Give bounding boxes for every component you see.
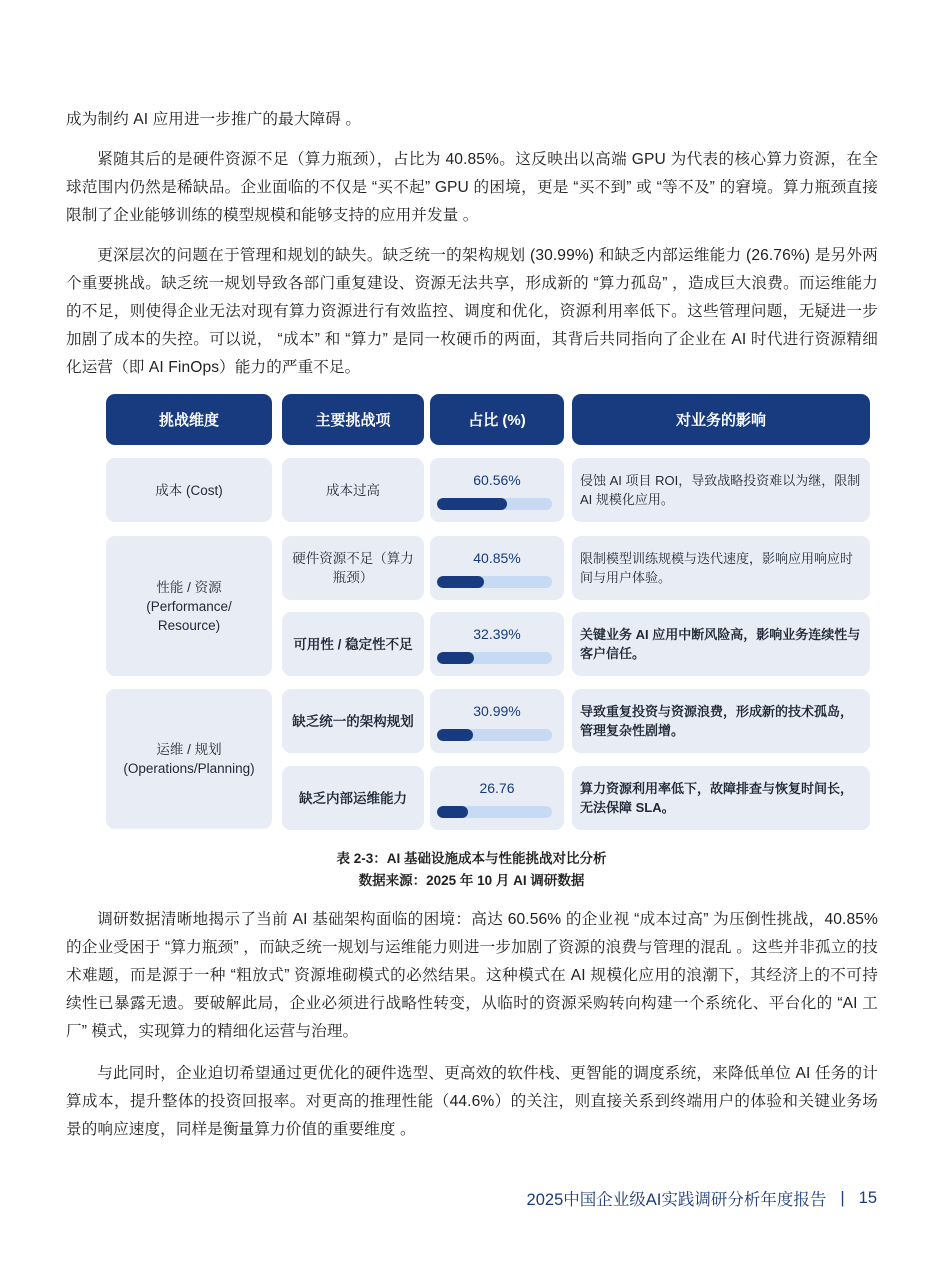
table-header-percent: 占比 (%) bbox=[430, 394, 564, 445]
item-cell: 缺乏统一的架构规划 bbox=[282, 689, 424, 753]
impact-cell: 导致重复投资与资源浪费，形成新的技术孤岛，管理复杂性剧增。 bbox=[572, 689, 870, 753]
percent-cell bbox=[430, 458, 564, 522]
percent-bar-track bbox=[437, 652, 552, 664]
footer-separator: | bbox=[840, 1188, 845, 1207]
item-cell: 缺乏内部运维能力 bbox=[282, 766, 424, 830]
impact-cell: 关键业务 AI 应用中断风险高，影响业务连续性与客户信任。 bbox=[572, 612, 870, 676]
paragraph-intro: 成为制约 AI 应用进一步推广的最大障碍 。 bbox=[66, 111, 362, 128]
page-footer bbox=[527, 1186, 877, 1210]
dimension-performance: 性能 / 资源 (Performance/ Resource) bbox=[106, 536, 272, 676]
percent-label: 26.76 bbox=[479, 780, 515, 796]
percent-cell bbox=[430, 689, 564, 753]
percent-label: 60.56% bbox=[473, 472, 521, 488]
table-caption: 表 2-3：AI 基础设施成本与性能挑战对比分析 bbox=[336, 851, 607, 866]
paragraph-analysis: 调研数据清晰地揭示了当前 AI 基础架构面临的困境：高达 60.56% 的企业视 “成本过高” 为压倒性挑战，40.85% 的企业受困于 “算力瓶颈” ，而缺乏统一规划与运维能力则进一步加剧了资源的浪费与管理的混乱 。这些并非孤立的技术难题，而是源于一种 “粗放式” 资源堆砌模式的必然结果。这种模式在 AI 规模化应用的浪潮下，其经济上的不可持续性已暴露无遗。要破解此局，企业必须进行战略性转变，从临时的资源采购转向构建一个系统化、平台化的 “AI 工厂” 模式，实现算力的精细化运营与治理。 bbox=[66, 911, 878, 1040]
paragraph-inference: 与此同时，企业迫切希望通过更优化的硬件选型、更高效的软件栈、更智能的调度系统，来降低单位 AI 任务的计算成本，提升整体的投资回报率。对更高的推理性能（44.6%）的关注，则直接关系到终端用户的体验和关键业务场景的响应速度，同样是衡量算力价值的重要维度 。 bbox=[66, 1065, 878, 1138]
percent-cell bbox=[430, 766, 564, 830]
percent-bar-fill bbox=[437, 498, 507, 510]
table-header-item: 主要挑战项 bbox=[282, 394, 424, 445]
percent-bar-track bbox=[437, 729, 552, 741]
page-number: 15 bbox=[858, 1188, 877, 1207]
percent-label: 40.85% bbox=[473, 550, 521, 566]
percent-bar-fill bbox=[437, 652, 474, 664]
impact-cell: 限制模型训练规模与迭代速度，影响应用响应时间与用户体验。 bbox=[572, 536, 870, 600]
percent-bar-fill bbox=[437, 806, 468, 818]
percent-cell bbox=[430, 612, 564, 676]
item-cell: 成本过高 bbox=[282, 458, 424, 522]
table-source: 数据来源：2025 年 10 月 AI 调研数据 bbox=[358, 873, 585, 888]
table-header-impact: 对业务的影响 bbox=[572, 394, 870, 445]
footer-report-title: 2025中国企业级AI实践调研分析年度报告 bbox=[526, 1191, 827, 1209]
impact-cell: 侵蚀 AI 项目 ROI，导致战略投资难以为继，限制 AI 规模化应用。 bbox=[572, 458, 870, 522]
percent-label: 32.39% bbox=[473, 626, 521, 642]
item-cell: 可用性 / 稳定性不足 bbox=[282, 612, 424, 676]
paragraph-management: 更深层次的问题在于管理和规划的缺失。缺乏统一的架构规划 (30.99%) 和缺乏内部运维能力 (26.76%) 是另外两个重要挑战。缺乏统一规划导致各部门重复建设、资源无法共享，形成新的 “算力孤岛” ，造成巨大浪费。而运维能力的不足，则使得企业无法对现有算力资源进行有效监控、调度和优化，资源利用率低下。这些管理问题，无疑进一步加剧了成本的失控。可以说， “成本” 和 “算力” 是同一枚硬币的两面，其背后共同指向了企业在 AI 时代进行资源精细化运营（即 AI FinOps）能力的严重不足。 bbox=[66, 247, 878, 376]
percent-bar-track bbox=[437, 806, 552, 818]
percent-bar-fill bbox=[437, 729, 473, 741]
percent-bar-track bbox=[437, 498, 552, 510]
paragraph-hardware: 紧随其后的是硬件资源不足（算力瓶颈），占比为 40.85%。这反映出以高端 GPU 为代表的核心算力资源，在全球范围内仍然是稀缺品。企业面临的不仅是 “买不起” GPU 的困境，更是 “买不到” 或 “等不及” 的窘境。算力瓶颈直接限制了企业能够训练的模型规模和能够支持的应用并发量 。 bbox=[66, 151, 878, 224]
dimension-operations: 运维 / 规划 (Operations/Planning) bbox=[106, 689, 272, 829]
percent-bar-track bbox=[437, 576, 552, 588]
table-header-dimension: 挑战维度 bbox=[106, 394, 272, 445]
percent-bar-fill bbox=[437, 576, 484, 588]
item-cell: 硬件资源不足（算力瓶颈） bbox=[282, 536, 424, 600]
percent-cell bbox=[430, 536, 564, 600]
dimension-cost: 成本 (Cost) bbox=[106, 458, 272, 522]
percent-label: 30.99% bbox=[473, 703, 521, 719]
impact-cell: 算力资源利用率低下，故障排查与恢复时间长，无法保障 SLA。 bbox=[572, 766, 870, 830]
